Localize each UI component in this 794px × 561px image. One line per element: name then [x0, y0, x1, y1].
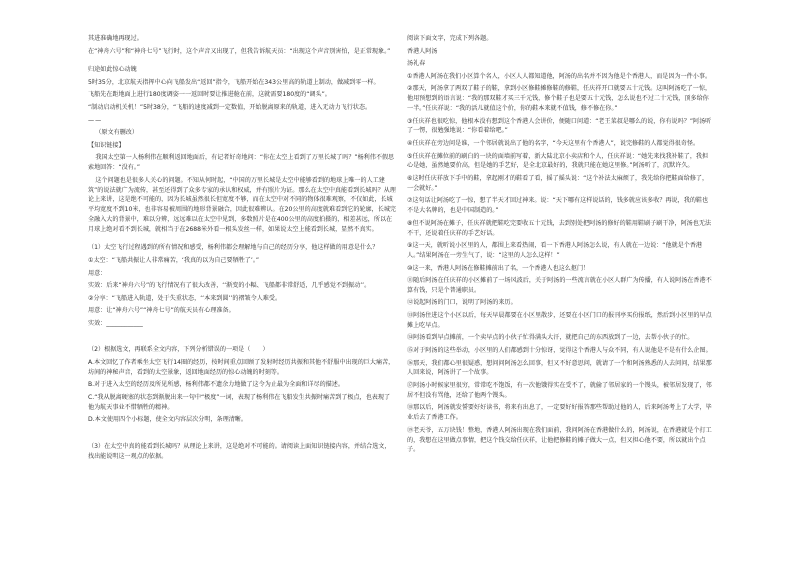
essay-paragraph: ⑲老天爷，五万块钱！整地，香港人阿汤出现在我们面前，我问阿汤在香港做什么的，阿汤说，在香港就是个打工的，我想在这里做点事情，把这个钱交给任庆祥，让他把修鞋的摊子做大一点，但又担心他不要，所以就出个点子。 [407, 426, 712, 454]
essay-paragraph: ⑨这一天，就听说小区里的人，都围上来看热闹，看一下香港人阿汤怎么说，有人就在一边说：“他就是个香港人。”结果阿汤在一旁生气了，说：“这里的人怎么这样！” [407, 242, 703, 259]
essay-paragraph: ⑯那天，我们都心里很疑惑，想问问阿汤怎么回事，但又不好意思问，就请了一个和阿汤熟悉的人去问问，结果那人回来说，阿汤讲了一个故事。 [407, 359, 712, 377]
essay-paragraph: ④任庆祥在旁边问是谁，一个邻居就说出了他的名字，“今天这里有个香港人”，说完修鞋的人都觉得很奇怪。 [407, 139, 700, 147]
knowledge-link-heading: 【知识链接】 [88, 141, 125, 149]
question-3: （3）在太空中真的能看到长城吗？从理论上来讲，这是绝对不可能的。请阅读上面知识链接内容，并结合选文，找出能说明这一观点的依据。 [88, 443, 391, 460]
question-line: ①太空：“飞船共振让人非常痛苦，‘我真的以为自己要牺牲了’。” [88, 256, 260, 264]
essay-paragraph: ⑩这一来，香港人阿汤在修鞋摊前出了名，一个香港人也这么抠门！ [407, 264, 590, 272]
paragraph: 这个问题也是很多人关心的问题。不知从何时起，“中国的万里长城是太空中能够看到的地球上唯一的人工建筑”的说法就广为流传，甚至还得到了众多专家的承认和权威，并有照片为证。那么在太空中真能看到长城吗？从理论上来讲，这是绝不可能的，因为长城虽然很长但宽度不够，而在太空中对不同的物体很难观察，不仅如此，长城平均宽度不到10米，也非容易被周围的地形背景融合，因此很难辨认。在20公里的高度就难看到它的轮廓，长城完全融入大的背景中，难以分辨，远远难以在太空中见到，多数照片是在400公里的高度拍摄的，相差甚远，所以在月球上绝对看不到长城，就相当于在2688米外看一根头发丝一样，如果说太空上能看到长城，显然不真实。 [88, 176, 396, 233]
essay-paragraph: ⑪随后阿汤在任庆祥的小区摊前了一场风波后，关于阿汤的一些流言就在小区人群广为传播，有人说阿汤在香港不算有钱，只是个普通职员。 [407, 277, 712, 294]
paragraph: 其进准确地再现过。 [88, 35, 143, 42]
essay-paragraph: ③任庆祥也很吃惊，他根本没有想到这个香港人会讲价，便随口问道：“老王菜叔是哪么的说，你有说吗？”阿汤听了一愣，很勉强地说：“你看着给吧。” [407, 117, 712, 135]
essay-paragraph: ⑫说起阿汤的门口，说明了阿汤的来历。 [407, 299, 517, 307]
essay-paragraph: ⑭阿汤看到早点摊前，一个卖早点的小伙子忙得满头大汗，就把自己的东西放到了一边，去帮小伙子的忙。 [407, 334, 694, 342]
paragraph: 在“神舟六号”和“神舟七号”飞行时，这个声音又出现了，但我告诉航天员：“出现这个声音别害怕，是正常现象。” [88, 47, 391, 55]
essay-paragraph: ⑦这句话让阿汤吃了一惊，想了半天才回过神来。说：“天下哪有这样说话的，钱多就应该多收？再说，我的鞋也不是大名牌的，也是中国制造的。” [407, 197, 709, 215]
answer-blank: 实效：____________ [88, 319, 143, 327]
essay-title: 香港人阿汤 [407, 47, 438, 55]
essay-paragraph: ①香港人阿汤在我们小区算个名人，小区人人都知道他，阿汤的出名并不因为他是个香港人，而是因为一件小事。 [407, 72, 712, 80]
option-d: D.本文使用四个小标题，使全文内容层次分明，条理清晰。 [88, 416, 247, 424]
paragraph: 我国太空第一人杨利伟在顺利返回地面后，有记者好奇地问：“你在太空上看到了万里长城了吗？”杨利伟不假思索地回答：“没有。” [88, 154, 395, 172]
paragraph: “制动启动机关机！”5时38分，“飞船的速度减到一定数值，开始脱离原来的轨道，进入无动力飞行状态。 [88, 103, 372, 111]
section-heading: 归途如此惊心动魄 [88, 66, 137, 74]
essay-paragraph: ⑧但不说阿汤在摊子，任庆祥就把鞋吃完要收五十元钱，去到别处把阿汤的修好的鞋用鞋刷子刷干净，阿汤也无法不干，还说着任庆祥的手艺好话。 [407, 219, 712, 237]
right-column [407, 34, 713, 551]
option-a: A.本文回忆了作者乘坐太空飞行14圈的经历，按时间重点回顾了发射时经历共振和其他不舒服中出现的巨大痛苦，坊间的神秘声音，看到的太空景象，返回地面经历的惊心动魄的时刻等。 [88, 359, 395, 376]
essay-author: 汤礼春 [407, 60, 426, 68]
essay-paragraph: ⑱那以后，阿汤就发誓要好好读书，将来有出息了，一定要好好报答那些帮助过他的人，后来阿汤考上了大学，毕业后去了香港工作。 [407, 404, 712, 422]
left-column [88, 34, 396, 551]
reading-intro: 阅读下面文字，完成下列各题。 [407, 35, 493, 42]
question-1: （1）太空飞行过程遇到的所有情况和感受，杨利伟都会理解地与自己的经历分享，他这样做的用意是什么？ [88, 244, 379, 252]
question-line: ②分享：“飞船进入轨道，处于失重状态，‘‘本来到圆’’的褶皱令人难受。 [88, 294, 282, 302]
question-2: （2）根据选文，再联系全文内容，下列分析错误的一项是（ ） [88, 346, 269, 354]
essay-paragraph: ⑤任庆祥在摊位前的刷白的一块的面墙前写着，新大陆北京小卖店和个人，任庆祥说：“她先来找我补鞋了，我担心是她，虽然她要价高，但是她的手艺好，是全北京最好的，我就只能在她这里修。”阿汤听了，沉默许久。 [407, 152, 709, 170]
paragraph: 5时35分，北京航天指挥中心向飞船发出“返回”指令，飞船开始在343公里高的轨道上制动，做减到零一样。 [88, 78, 380, 86]
option-c: C.“我从脱离硬塞的状态到渐脱出来一句中“极度”一词，表现了杨利伟在飞船发生共振时痛苦到了极点，也表现了他为航天事业不惜牺牲的精神。 [88, 394, 391, 411]
separator: —— [88, 116, 103, 124]
essay-paragraph: ⑮对于阿汤的这些举动，小区里的人们都感到十分惊讶，觉得这个香港人与众不同，有人说他是不是有什么企图。 [407, 347, 712, 355]
essay-paragraph: ⑬阿汤住进这个小区以后，每天早晨都要在小区里散步，还要在小区门口的报刊亭买份报纸，然后到小区里的早点摊上吃早点。 [407, 312, 712, 329]
question-line: 用意：让“神舟六号”“神舟七号”的航天员有心理准备。 [88, 307, 235, 315]
essay-paragraph: ②那天，阿汤拿了两双了鞋子的鞋，拿到小区修鞋摊修鞋的修鞋，任庆祥开口就要五十元钱。这叫阿汤吃了一惊，他用预想到的语言说：“我的那双鞋才买三千元钱，修个鞋子也是要五十元钱，怎么说也不过二十元钱，顶多给你一半。”任庆祥说：“我的活儿就值这个价，你的鞋本来就不值钱，修不修在你。” [407, 85, 712, 112]
question-line: 用意： [88, 269, 107, 277]
source-note: （原文有删改） [95, 129, 138, 137]
essay-paragraph: ⑰阿汤小时候家里很穷，常常吃不饱饭，有一次他饿得实在受不了，就偷了邻居家的一个馒头，被邻居发现了，邻居不但没有骂他，还给了他两个馒头。 [407, 382, 712, 399]
question-line: 实效：后来“神舟六号”的飞行情况有了很大改善，‘‘渐变的小幅、飞船都非常舒适，几乎感觉不到振动’’。 [88, 282, 371, 290]
paragraph: 飞船先在距地面上进行180度调姿一一返回时要让推进舱在前，这就需要180度的“调头”。 [88, 91, 331, 99]
essay-paragraph: ⑥这时任庆祥放下手中的鞋，拿起刚才的鞋看了看，摇了摇头说：“这个补法太麻烦了，我先给你把鞋面给修了，一会就好。” [407, 174, 709, 192]
option-b: B.对于进入太空的经历及所见所感，杨利伟都不遗余力地做了这令为止最为全面和详尽的描述。 [88, 381, 344, 389]
